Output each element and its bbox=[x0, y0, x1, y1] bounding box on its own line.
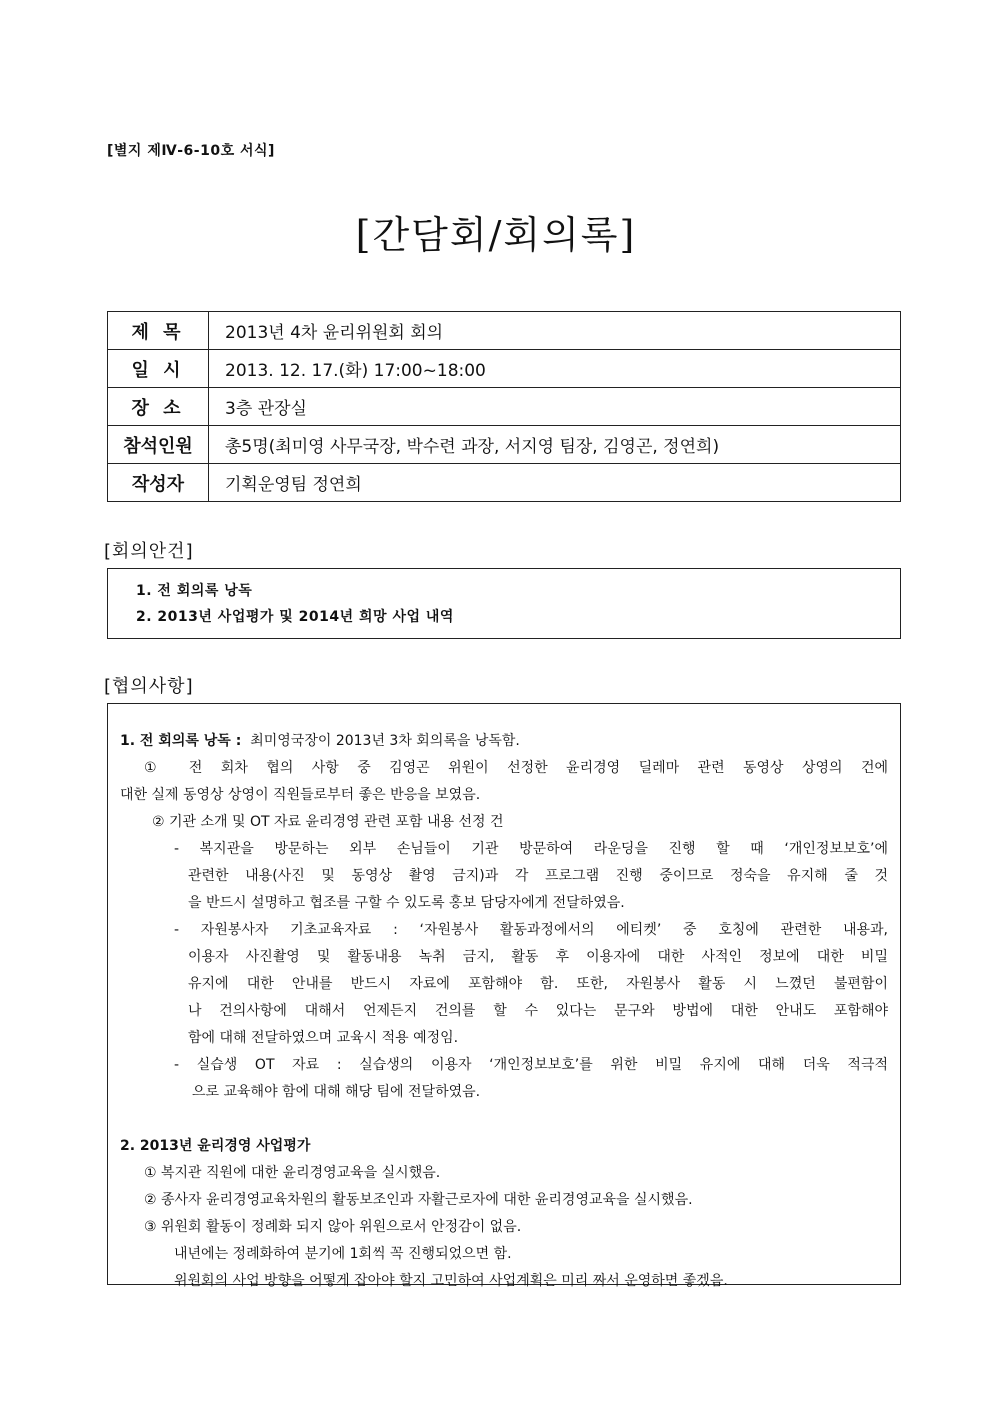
value-author: 기획운영팀 정연희 bbox=[209, 464, 901, 502]
value-attendees: 총5명(최미영 사무국장, 박수련 과장, 서지영 팀장, 김영곤, 정연희) bbox=[209, 426, 901, 464]
table-row bbox=[108, 350, 901, 388]
discussion-box bbox=[107, 703, 901, 1289]
list-item: 내년에는 정례화하여 분기에 1회씩 꼭 진행되었으면 함. bbox=[174, 1246, 512, 1262]
table-row bbox=[108, 464, 901, 502]
section-1-header bbox=[120, 728, 888, 755]
agenda-heading: [회의안건] bbox=[104, 541, 194, 562]
list-item: 위원회의 사업 방향을 어떻게 잡아야 할지 고민하여 사업계획은 미리 짜서 운영하면 좋겠음. bbox=[174, 1273, 728, 1289]
section-2-title: 2. 2013년 윤리경영 사업평가 bbox=[120, 1138, 311, 1154]
agenda-box bbox=[107, 568, 901, 639]
label-location: 장 소 bbox=[108, 388, 209, 426]
list-item: - 복지관을 방문하는 외부 손님들이 기관 방문하여 라운딩을 진행 할 때 ‘개인정보보호’에 bbox=[174, 841, 888, 857]
list-item: 관련한 내용(사진 및 동영상 촬영 금지)과 각 프로그램 진행 중이므로 정숙을 유지해 줄 것 bbox=[188, 868, 888, 884]
form-number: [별지 제Ⅳ-6-10호 서식] bbox=[107, 143, 275, 159]
list-item: ② 종사자 윤리경영교육차원의 활동보조인과 자활근로자에 대한 윤리경영교육을 실시했음. bbox=[144, 1192, 693, 1208]
label-datetime: 일 시 bbox=[108, 350, 209, 388]
document-title: [간담회/회의록] bbox=[355, 213, 637, 257]
paragraph: 대한 실제 동영상 상영이 직원들로부터 좋은 반응을 보였음. bbox=[120, 787, 481, 803]
section-1-intro: 최미영국장이 2013년 3차 회의록을 낭독함. bbox=[250, 733, 520, 749]
list-item: ① 복지관 직원에 대한 윤리경영교육을 실시했음. bbox=[144, 1165, 441, 1181]
list-item: 함에 대해 전달하였으며 교육시 적용 예정임. bbox=[188, 1030, 459, 1046]
agenda-item: 1. 전 회의록 낭독 bbox=[136, 583, 253, 599]
value-subject: 2013년 4차 윤리위원회 회의 bbox=[209, 312, 901, 350]
label-attendees: 참석인원 bbox=[108, 426, 209, 464]
list-item: 이용자 사진촬영 및 활동내용 녹취 금지, 활동 후 이용자에 대한 사적인 정보에 대한 비밀 bbox=[188, 949, 888, 965]
list-item: 을 반드시 설명하고 협조를 구할 수 있도록 홍보 담당자에게 전달하였음. bbox=[188, 895, 625, 911]
list-item: 유지에 대한 안내를 반드시 자료에 포함해야 함. 또한, 자원봉사 활동 시 느꼈던 불편함이 bbox=[188, 976, 888, 992]
table-row bbox=[108, 312, 901, 350]
agenda-item: 2. 2013년 사업평가 및 2014년 희망 사업 내역 bbox=[136, 609, 454, 625]
value-datetime: 2013. 12. 17.(화) 17:00~18:00 bbox=[209, 350, 901, 388]
table-row bbox=[108, 426, 901, 464]
list-item: 으로 교육해야 함에 대해 해당 팀에 전달하였음. bbox=[192, 1084, 481, 1100]
list-item: 나 건의사항에 대해서 언제든지 건의를 할 수 있다는 문구와 방법에 대한 안내도 포함해야 bbox=[188, 1003, 888, 1019]
meeting-info-table bbox=[107, 311, 901, 502]
section-1-title: 1. 전 회의록 낭독 : bbox=[120, 733, 242, 749]
paragraph: ② 기관 소개 및 OT 자료 윤리경영 관련 포함 내용 선정 건 bbox=[152, 814, 504, 830]
list-item: - 자원봉사자 기초교육자료 : ‘자원봉사 활동과정에서의 에티켓’ 중 호칭에 관련한 내용과, bbox=[174, 922, 888, 938]
table-row bbox=[108, 388, 901, 426]
label-author: 작성자 bbox=[108, 464, 209, 502]
paragraph: ① 전 회차 협의 사항 중 김영곤 위원이 선정한 윤리경영 딜레마 관련 동영상 상영의 건에 bbox=[144, 760, 888, 776]
list-item: - 실습생 OT 자료 : 실습생의 이용자 ‘개인정보보호’를 위한 비밀 유지에 대해 더욱 적극적 bbox=[174, 1057, 888, 1073]
label-subject: 제 목 bbox=[108, 312, 209, 350]
list-item: ③ 위원회 활동이 정례화 되지 않아 위원으로서 안정감이 없음. bbox=[144, 1219, 522, 1235]
discussion-heading: [협의사항] bbox=[104, 676, 194, 697]
value-location: 3층 관장실 bbox=[209, 388, 901, 426]
